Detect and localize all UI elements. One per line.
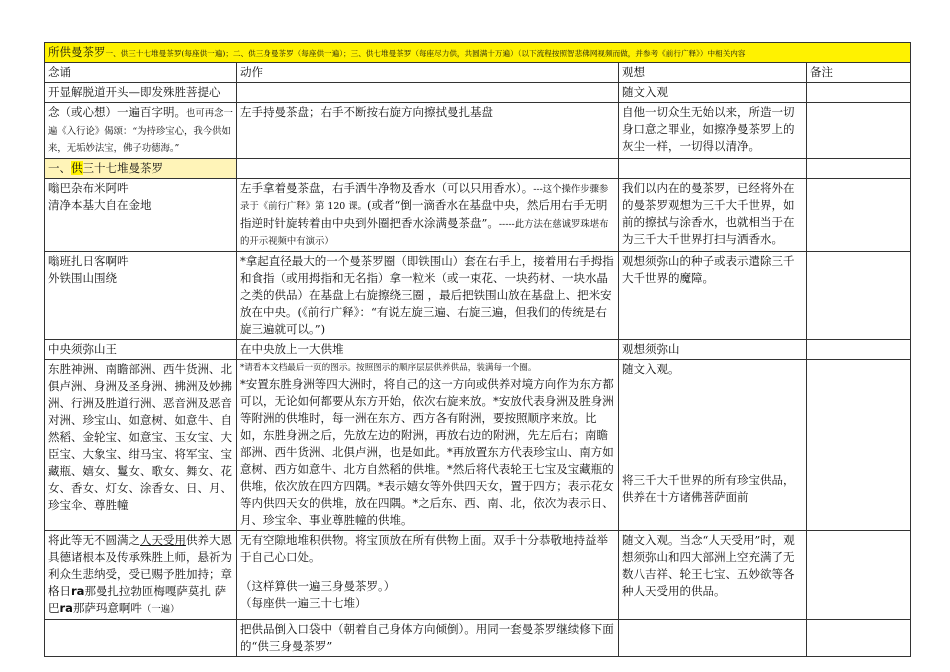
- mandala-procedure-table: [44, 42, 911, 657]
- remarks-cell: [807, 251, 911, 339]
- header-remarks: 备注: [807, 63, 911, 83]
- visualize-cell: [619, 619, 807, 656]
- remarks-cell: [807, 103, 911, 159]
- recite-cell: [45, 178, 237, 251]
- header-action: 动作: [237, 63, 619, 83]
- action-cell: [237, 178, 619, 251]
- recite-note: 也可再念一遍《入行论》偈颂：“为持珍宝心，我今供如来，无垢妙法宝，佛子功德海。”: [48, 108, 233, 155]
- visualize-cell: 自他一切众生无始以来，所造一切身口意之罪业，如擦净曼茶罗上的灰尘一样，一切得以清净。: [619, 103, 807, 159]
- action-note: ---这个操作步骤参录于《前行广释》第 120 课。: [240, 183, 609, 213]
- table-row: [45, 359, 911, 530]
- header-visualize: 观想: [619, 63, 807, 83]
- visualize-cell: 随文入观: [619, 83, 807, 103]
- section-highlight: 供: [71, 160, 83, 175]
- recite-line: 外铁围山围绕: [48, 270, 117, 285]
- visualize-cell: 随文入观。当念“人天受用”时，观想须弥山和四大部洲上空充满了无数八吉祥、轮王七宝、五妙欲等各种人天受用的供品。: [619, 530, 807, 619]
- action-main: *安置东胜身洲等四大洲时，将自己的这一方向或供养对境方向作为东方都可以，无论如何都要从东方开始，依次右旋来放。*安放代表身洲及胜身洲等附洲的供堆时，每一洲在东方、西方各有附洲，要按照顺序来放。比如，东胜身洲之后，先放左边的附洲，再放右边的附洲，先左后右；南瞻部洲、西牛货洲、北俱卢洲，也是如此。*再放置东方代表珍宝山、南方如意树、西方如意牛、北方自然稻的供堆。*然后将代表轮王七宝及宝藏瓶的供堆，依次放在四方四隅。*表示嬉女等外供四天女，置于四方；表示花女等内供四天女的供堆，放在四隅。*之后东、西、南、北，依次为表示日、月、珍宝伞、事业尊胜幢的供堆。: [240, 376, 614, 527]
- mantra-line: 嗡班扎日客啊吽: [48, 253, 129, 268]
- spacer: [622, 378, 803, 472]
- recite-text: 那萨玛意啊吽: [72, 601, 142, 615]
- action-cell: *拿起直径最大的一个曼茶罗圈（即铁围山）套在右手上，接着用右手拇指和食指（或用拇指和无名指）拿一粒米（或一束花、一块药材、一块水晶之类的供品）在基盘上右旋擦绕三圈 ，最后把铁围山放在基盘上、把米安放在中央。(《前行广释》：“有说左旋三遍、右旋三遍，但我们的传统是右旋三遍就可以。”): [237, 251, 619, 339]
- recite-cell: [45, 251, 237, 339]
- action-main: 无有空隙地堆积供物。将宝顶放在所有供物上面。双手十分恭敬地持益举于自己心口处。: [240, 532, 608, 564]
- section-suffix: 茶罗: [140, 160, 163, 175]
- recite-cell: [45, 530, 237, 619]
- section-text: 三十七堆曼: [82, 160, 140, 175]
- bold-syllable: ra: [59, 601, 73, 615]
- recite-cell: 开显解脱道开头—即发殊胜菩提心: [45, 83, 237, 103]
- visualize-cell: [619, 359, 807, 530]
- action-cell: [237, 158, 619, 178]
- action-note-2: -----此方法在慈诚罗珠堪布的开示视频中有演示）: [240, 218, 609, 248]
- spacer: [240, 566, 615, 578]
- recite-count-note: （一遍）: [141, 604, 180, 615]
- section-header-row: [45, 158, 911, 178]
- remarks-cell: [807, 359, 911, 530]
- action-cell: 在中央放上一大供堆: [237, 339, 619, 359]
- remarks-cell: [807, 83, 911, 103]
- action-cell: [237, 83, 619, 103]
- title-row: [45, 43, 911, 63]
- visualize-cell: 我们以内在的曼茶罗，已经将外在的曼茶罗观想为三千大千世界，如前的擦拭与涂香水，也就相当于在为三千大千世界打扫与洒香水。: [619, 178, 807, 251]
- action-cell: [237, 359, 619, 530]
- recite-text: 那曼扎拉勃匝梅嘎萨莫扎 萨巴: [48, 583, 227, 615]
- header-recite: 念诵: [45, 63, 237, 83]
- section-title: [45, 158, 237, 178]
- action-main-2: (或者“倒一滴香水在基盘中央，然后用右手无明指逆时针旋转着由中央到外圈把香水涂满曼茶盘”。: [240, 198, 608, 230]
- table-row: [45, 83, 911, 103]
- remarks-cell: [807, 530, 911, 619]
- action-cell: 把供品倒入口袋中（朝着自己身体方向倾倒）。用同一套曼茶罗继续修下面的“供三身曼茶罗”: [237, 619, 619, 656]
- visualize-cell: [619, 158, 807, 178]
- table-row: [45, 619, 911, 656]
- title-label: 所供曼茶罗: [48, 45, 106, 59]
- action-note: （每座供一遍三十七堆）: [240, 595, 367, 610]
- mantra-line: 嗡巴杂布米阿吽: [48, 180, 129, 195]
- recite-cell: 东胜神洲、南瞻部洲、西牛货洲、北俱卢洲、身洲及圣身洲、拂洲及妙拂洲、行洲及胜道行洲、恶音洲及恶音对洲、珍宝山、如意树、如意牛、自然稻、金轮宝、如意宝、玉女宝、大臣宝、大象宝、绀马宝、将军宝、宝藏瓶、嬉女、鬘女、歌女、舞女、花女、香女、灯女、涂香女、日、月、珍宝伞、尊胜幢: [45, 359, 237, 530]
- recite-cell: [45, 619, 237, 656]
- table-row: [45, 103, 911, 159]
- title-description: 一、供三十七堆曼茶罗(每座供一遍)；二、供三身曼茶罗（每座供一遍）；三、供七堆曼茶罗（每座尽力供，共圆满十万遍）（以下流程按照智悲佛网视频而做，并参考《前行广释》）中相关内容: [105, 49, 746, 58]
- table-row: [45, 530, 911, 619]
- visualize-line: 随文入观。: [622, 361, 680, 376]
- recite-cell: 中央须弥山王: [45, 339, 237, 359]
- table-row: [45, 251, 911, 339]
- recite-text: 供养大恩具德诸根本及传承殊胜上师，悬祈为利众生悲纳受，受已赐予胜加持；章格日: [48, 532, 232, 598]
- action-main: 左手拿着曼茶盘，右手洒牛净物及香水（可以只用香水）。: [240, 180, 534, 195]
- bold-syllable: ra: [71, 583, 85, 598]
- remarks-cell: [807, 158, 911, 178]
- action-note: *请看本文档最后一页的图示。按照图示的顺序层层供养供品，装满每一个圈。: [240, 362, 537, 373]
- recite-text: 将此等无不圆满之: [48, 532, 140, 547]
- table-row: [45, 178, 911, 251]
- table-row: [45, 339, 911, 359]
- title-cell: [45, 43, 911, 63]
- recite-main: 念（或心想）一遍百字明。: [48, 105, 186, 120]
- recite-line: 清净本基大自在金地: [48, 197, 152, 212]
- underlined-text: 人天受用: [140, 532, 186, 547]
- visualize-cell: 观想须弥山: [619, 339, 807, 359]
- remarks-cell: [807, 339, 911, 359]
- section-prefix: 一、: [48, 160, 71, 175]
- recite-cell: [45, 103, 237, 159]
- action-cell: [237, 530, 619, 619]
- remarks-cell: [807, 619, 911, 656]
- action-note: （这样算供一遍三身曼茶罗。）: [240, 578, 396, 593]
- header-row: [45, 63, 911, 83]
- remarks-cell: [807, 178, 911, 251]
- action-cell: 左手持曼茶盘；右手不断按右旋方向擦拭曼扎基盘: [237, 103, 619, 159]
- visualize-line: 将三千大千世界的所有珍宝供品，供养在十方诸佛菩萨面前: [622, 472, 795, 504]
- visualize-cell: 观想须弥山的种子或表示遣除三千大千世界的魔障。: [619, 251, 807, 339]
